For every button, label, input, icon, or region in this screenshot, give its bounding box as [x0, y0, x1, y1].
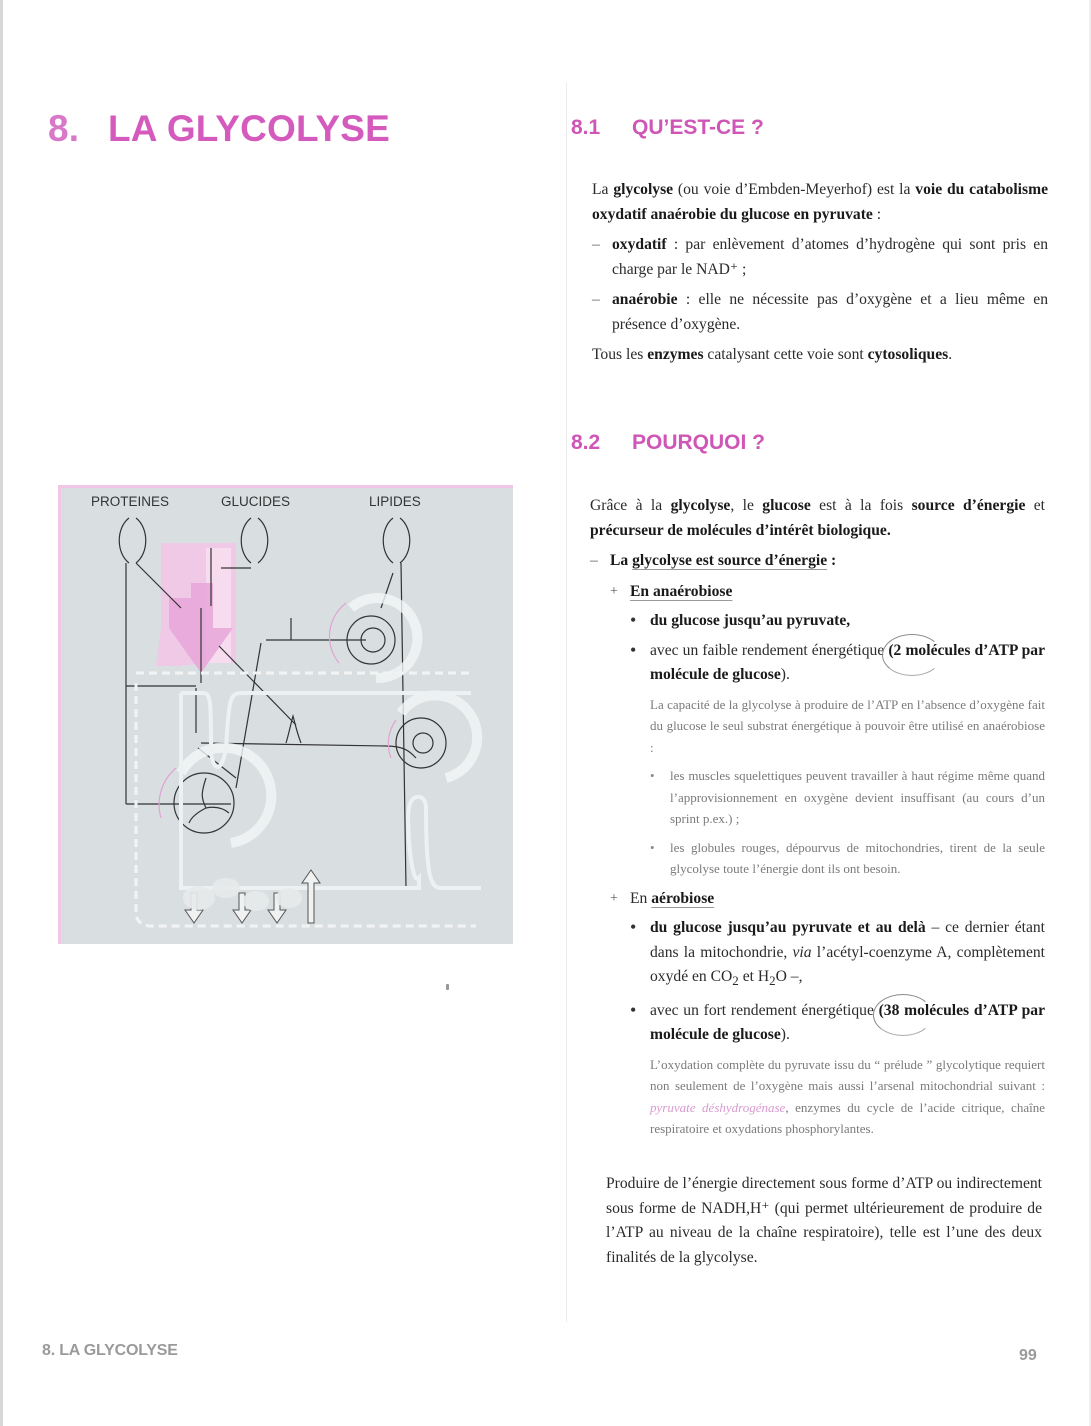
section-8-1-body — [592, 178, 1048, 368]
page-edge-left — [0, 0, 3, 1426]
text: et H — [738, 968, 770, 985]
bold-text: molécules d’ATP par molécule de glucose — [650, 641, 1046, 683]
note-paragraph: La capacité de la glycolyse à produire de l’ATP en l’absence d’oxygène fait du glucose le seul substrat énergétique à pouvoir être utilisé en anaérobiose : — [650, 696, 1045, 755]
italic-text: via — [792, 943, 812, 961]
list-item — [628, 916, 1045, 994]
dash-marker: – — [592, 291, 600, 308]
column-divider — [566, 82, 567, 1322]
section-title: QU’EST-CE ? — [632, 116, 764, 139]
chapter-title-text: LA GLYCOLYSE — [108, 108, 391, 149]
text: catalysant cette voie sont — [703, 346, 868, 363]
conclusion-paragraph: Produire de l’énergie directement sous forme d’ATP ou indirectement sous forme de NADH,H⁺ (qui permet ultérieurement de produire de l’ATP au niveau de la chaîne respiratoire), telle est l’une des deux finalités de la glycolyse. — [606, 1175, 1042, 1266]
section-heading-8-2 — [571, 431, 765, 455]
text: les muscles squelettiques peuvent travailler à haut régime même quand l’approvisionnement en oxygène devient insuffisant (au cours d’un sprint p.ex.) ; — [670, 768, 1045, 826]
text: La — [592, 181, 614, 198]
text: Tous les — [592, 346, 648, 363]
underlined-text: glycolyse est source d’énergie — [632, 552, 828, 569]
text: avec un faible rendement énergétique — [650, 641, 889, 659]
text: . — [948, 346, 953, 363]
list-item — [628, 999, 1045, 1048]
section-8-2-body — [590, 494, 1045, 1146]
text: ). — [780, 1026, 790, 1044]
enzyme-name-highlight: pyruvate déshydrogénase — [650, 1099, 786, 1115]
text: – ce dernier étant dans la mitochondrie, — [650, 919, 1045, 961]
energy-subsections — [590, 580, 1045, 1140]
text: les globules rouges, dépourvus de mitochondries, tirent de la seule glycolyse toute l’énergie dont ils ont besoin. — [670, 839, 1045, 876]
text: avec un fort rendement énergétique — [650, 1001, 879, 1019]
intro-paragraph — [590, 494, 1045, 543]
subsection-label: En anaérobiose — [630, 582, 733, 600]
aerobiose-body — [608, 916, 1045, 1140]
dash-marker: – — [592, 236, 600, 253]
bullet-marker: • — [650, 768, 655, 783]
conclusion-block — [606, 1172, 1042, 1270]
text: ). — [780, 666, 790, 683]
text: La — [610, 552, 633, 569]
bold-term: enzymes — [647, 346, 704, 363]
text: En — [630, 889, 652, 907]
text: : elle ne nécessite pas d’oxygène et a lieu même en présence d’oxygène. — [612, 291, 1048, 333]
section-title: POURQUOI ? — [632, 431, 766, 454]
bullet-marker: • — [630, 917, 637, 937]
intro-paragraph — [592, 178, 1048, 227]
text: (ou voie d’Embden-Meyerhof) est la — [673, 181, 916, 198]
bold-text: molécules d’ATP par molécule de glucose — [650, 1001, 1045, 1044]
circled-value: (38 — [878, 1001, 900, 1019]
anaerobiose-body — [608, 609, 1045, 880]
text: : — [872, 205, 882, 223]
bullet-marker: • — [630, 610, 637, 630]
plus-marker: + — [610, 890, 618, 906]
bold-term: cytosoliques — [867, 346, 949, 363]
bold-term: glycolyse — [613, 181, 674, 198]
energy-heading — [590, 549, 1045, 574]
metabolism-diagram — [58, 485, 513, 944]
bold-text: du glucose jusqu’au pyruvate, — [650, 612, 851, 629]
note-paragraph — [650, 1054, 1045, 1140]
text: Grâce à la — [590, 497, 671, 514]
text: et — [1025, 497, 1046, 514]
list-item — [628, 639, 1045, 688]
section-number: 8.1 — [571, 116, 601, 139]
section-heading-8-1 — [571, 116, 764, 140]
bullet-marker: • — [630, 999, 637, 1020]
diagram-label-glucides: GLUCIDES — [221, 494, 291, 509]
text: : — [827, 552, 837, 569]
note-list-item — [650, 765, 1045, 830]
bold-text: du glucose jusqu’au pyruvate et au delà — [650, 919, 926, 936]
text: L’oxydation complète du pyruvate issu du “ prélude ” glycolytique requiert non seulement de l’oxygène mais aussi l’arsenal mitochondrial suivant : — [650, 1056, 1045, 1094]
text: l’acétyl-coenzyme A, complètement oxydé en CO — [650, 943, 1045, 985]
bold-term: source d’énergie — [911, 497, 1026, 514]
bullet-marker: • — [650, 839, 655, 855]
closing-paragraph — [592, 343, 1048, 368]
bold-term: précurseur de molécules d’intérêt biologique. — [590, 521, 891, 539]
bold-term: voie du catabolisme oxydatif anaérobie du glucose en pyruvate — [592, 181, 1048, 223]
subscript: 2 — [732, 973, 739, 989]
plus-marker: + — [610, 583, 618, 599]
note-list-item — [650, 837, 1045, 880]
anaerobiose-heading — [608, 580, 1045, 605]
section-number: 8.2 — [571, 431, 601, 454]
list-item — [592, 233, 1048, 282]
subscript: 2 — [769, 973, 776, 989]
list-item — [628, 609, 1045, 634]
bullet-marker: • — [630, 639, 637, 660]
bold-term: anaérobie — [612, 291, 678, 308]
text: , le — [730, 497, 763, 514]
dash-marker: – — [590, 552, 598, 569]
chapter-title — [48, 108, 390, 150]
text: est à la fois — [810, 497, 912, 514]
anaerobiose-note — [628, 694, 1045, 880]
list-item — [592, 288, 1048, 337]
bold-term: glycolyse — [670, 497, 731, 514]
bold-term: glucose — [762, 497, 811, 514]
subsection-label: aérobiose — [651, 889, 715, 907]
text: , enzymes du cycle de l’acide citrique, chaîne respiratoire et oxydations phosphorylantes. — [650, 1099, 1045, 1137]
text: : par enlèvement d’atomes d’hydrogène qui sont pris en charge par le NAD⁺ ; — [612, 236, 1048, 278]
diagram-label-lipides: LIPIDES — [369, 494, 421, 509]
bold-term: oxydatif — [612, 236, 667, 253]
running-footer-title: 8. LA GLYCOLYSE — [42, 1342, 178, 1359]
aerobiose-note — [628, 1054, 1045, 1140]
scan-speck — [446, 984, 449, 990]
circled-value: (2 — [888, 641, 902, 659]
page-number: 99 — [1019, 1347, 1037, 1364]
text: O –, — [775, 968, 803, 985]
diagram-label-proteines: PROTEINES — [91, 494, 170, 509]
aerobiose-heading — [608, 887, 1045, 912]
diagram-svg — [61, 488, 513, 944]
chapter-number: 8. — [48, 108, 80, 149]
